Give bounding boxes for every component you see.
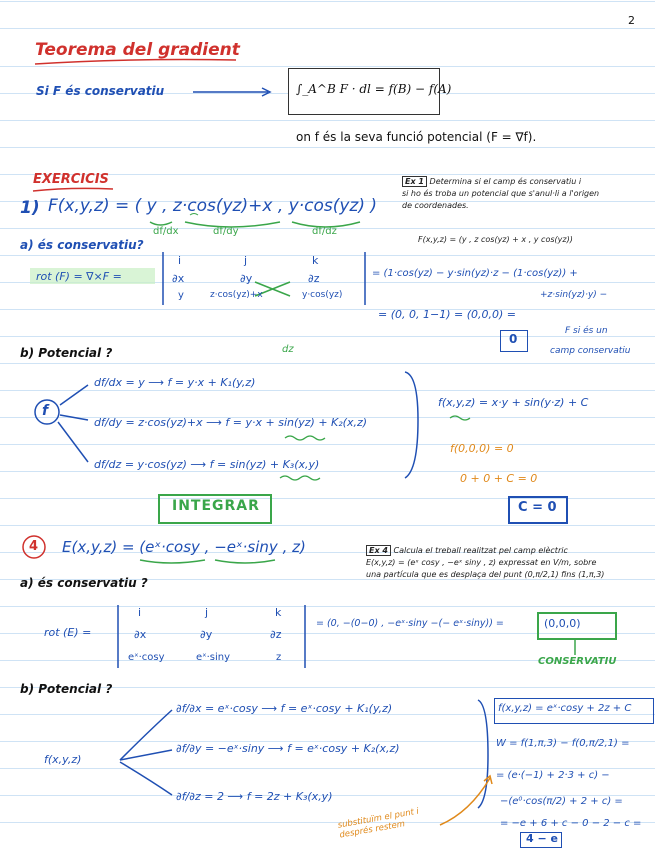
ex4-f-symbol: f(x,y,z) bbox=[44, 753, 82, 766]
ex1-rot-label: rot (F) = ∇×F = bbox=[36, 270, 122, 283]
ex4-matrix-ez: z bbox=[276, 652, 282, 663]
ex4-pot-line3: ∂f/∂z = 2 ⟶ f = 2z + K₃(x,y) bbox=[176, 790, 333, 803]
ex1-part-b: b) Potencial ? bbox=[20, 346, 113, 360]
ex1-matrix-j: j bbox=[244, 254, 248, 267]
ex4-side-note: substituïm el punt i després restem bbox=[337, 806, 420, 841]
exercicis-heading: EXERCICIS bbox=[33, 172, 109, 187]
ex1-matrix-dx: ∂x bbox=[172, 272, 185, 285]
ex1-note-line1: Determina si el camp és conservatiu i bbox=[429, 177, 582, 186]
ex1-rot-result: = (0, 0, 1−1) = (0,0,0) = bbox=[378, 308, 516, 321]
page-title: Teorema del gradient bbox=[35, 40, 240, 60]
ex4-field: E(x,y,z) = (eˣ·cosy , −eˣ·siny , z) bbox=[62, 538, 306, 556]
ex4-note-line3: una partícula que es desplaça del punt (0,π/2,1) fins (1,π,3) bbox=[366, 570, 605, 579]
ex1-note-line2: si ho és troba un potencial que s'anul·li a l'origen bbox=[402, 189, 600, 198]
ex1-matrix-k: k bbox=[312, 254, 319, 267]
ex4-problem-note bbox=[366, 545, 651, 581]
ex1-conservative-note1: F si és un bbox=[565, 326, 608, 336]
ex4-matrix-j: j bbox=[205, 606, 209, 619]
ex4-matrix-dz: ∂z bbox=[270, 628, 282, 641]
ex1-f-symbol: f bbox=[42, 403, 49, 419]
ex1-note-line4: F(x,y,z) = (y , z cos(yz) + x , y cos(yz)) bbox=[418, 235, 573, 244]
ex1-matrix-dz: ∂z bbox=[308, 272, 320, 285]
ex1-rot-line1: = (1·cos(yz) − y·sin(yz)·z − (1·cos(yz)) + bbox=[372, 268, 578, 279]
ex1-label-dy: df/dy bbox=[213, 226, 239, 237]
page-number: 2 bbox=[628, 14, 635, 27]
ex4-part-b: b) Potencial ? bbox=[20, 682, 113, 696]
ex1-pot-line3: df/dz = y·cos(yz) ⟶ f = sin(yz) + K₃(x,y) bbox=[94, 458, 320, 471]
ex1-number: 1) bbox=[20, 198, 40, 218]
ex4-work-line2: = (e·(−1) + 2·3 + c) − bbox=[496, 770, 610, 781]
ex4-work-final: 4 − e bbox=[526, 832, 558, 845]
ex4-part-a: a) és conservatiu ? bbox=[20, 576, 148, 590]
ex4-work-line4: = −e + 6 + c − 0 − 2 − c = bbox=[500, 818, 642, 829]
ex4-rot-label: rot (E) = bbox=[44, 626, 92, 639]
ex1-matrix-fz: y·cos(yz) bbox=[302, 290, 343, 300]
ex4-note-label: Ex 4 bbox=[366, 545, 391, 556]
ex1-field: F(x,y,z) = ( y , z·cos(yz)+x , y·cos(yz) ) bbox=[48, 196, 377, 216]
intro-explanation: on f és la seva funció potencial (F = ∇f). bbox=[296, 130, 537, 144]
ex1-part-a: a) és conservatiu? bbox=[20, 238, 144, 252]
ex4-matrix-k: k bbox=[275, 606, 282, 619]
ex4-number: 4 bbox=[29, 539, 39, 554]
ex4-matrix-i: i bbox=[138, 606, 142, 619]
intro-condition: Si F és conservatiu bbox=[36, 84, 165, 98]
ex1-pot-line2: df/dy = z·cos(yz)+x ⟶ f = y·x + sin(yz) + K₂(x,z) bbox=[94, 416, 368, 429]
ex1-rot-line2: +z·sin(yz)·y) − bbox=[540, 290, 608, 300]
ex1-note-line3: de coordenades. bbox=[402, 201, 469, 210]
ex4-rot-result: = (0, −(0−0) , −eˣ·siny −(− eˣ·siny)) = bbox=[316, 618, 504, 629]
ex1-result-c: C = 0 bbox=[518, 500, 557, 515]
ex1-note-label: Ex 1 bbox=[402, 176, 427, 187]
ex1-label-dz: df/dz bbox=[312, 226, 337, 237]
ex1-result-f: f(x,y,z) = x·y + sin(y·z) + C bbox=[438, 396, 589, 409]
ex4-matrix-dy: ∂y bbox=[200, 628, 213, 641]
ex1-problem-note bbox=[402, 176, 650, 212]
ex1-conservative-note2: camp conservatiu bbox=[550, 346, 631, 356]
ex4-zero-result: (0,0,0) bbox=[544, 617, 581, 630]
ex4-work-line1: W = f(1,π,3) − f(0,π/2,1) = bbox=[496, 738, 630, 749]
ex1-pot-line1: df/dx = y ⟶ f = y·x + K₁(y,z) bbox=[94, 376, 256, 389]
ex1-zero-vector: 0 bbox=[509, 332, 518, 346]
ex4-matrix-ey: eˣ·siny bbox=[196, 652, 231, 663]
ex4-matrix-dx: ∂x bbox=[134, 628, 147, 641]
ex1-label-dx: df/dx bbox=[153, 226, 179, 237]
ex4-work-line3: −(e⁰·cos(π/2) + 2 + c) = bbox=[500, 796, 623, 807]
ex1-result-origin: f(0,0,0) = 0 bbox=[450, 442, 514, 455]
ex1-matrix-fx: y bbox=[178, 290, 184, 301]
ex4-pot-line1: ∂f/∂x = eˣ·cosy ⟶ f = eˣ·cosy + K₁(y,z) bbox=[176, 702, 393, 715]
ex4-result-f: f(x,y,z) = eˣ·cosy + 2z + C bbox=[498, 703, 632, 714]
ex1-result-eq: 0 + 0 + C = 0 bbox=[460, 472, 538, 485]
ex1-matrix-i: i bbox=[178, 254, 182, 267]
ex4-note-line2: E(x,y,z) = (eˣ cosy , −eˣ siny , z) expressat en V/m, sobre bbox=[366, 558, 597, 567]
ex1-matrix-dy: ∂y bbox=[240, 272, 253, 285]
ex4-matrix-ex: eˣ·cosy bbox=[128, 652, 165, 663]
ex1-dz-mark: dz bbox=[282, 344, 294, 355]
ex4-note-line1: Calcula el treball realitzat pel camp elèctric bbox=[393, 546, 568, 555]
ex1-matrix-fy: z·cos(yz)+x bbox=[210, 290, 263, 300]
ex4-pot-line2: ∂f/∂y = −eˣ·siny ⟶ f = eˣ·cosy + K₂(x,z) bbox=[176, 742, 400, 755]
gradient-formula: ∫_A^B F · dl = f(B) − f(A) bbox=[296, 82, 452, 96]
ex4-conservatiu: CONSERVATIU bbox=[538, 656, 617, 667]
integrar-label: INTEGRAR bbox=[172, 498, 260, 514]
